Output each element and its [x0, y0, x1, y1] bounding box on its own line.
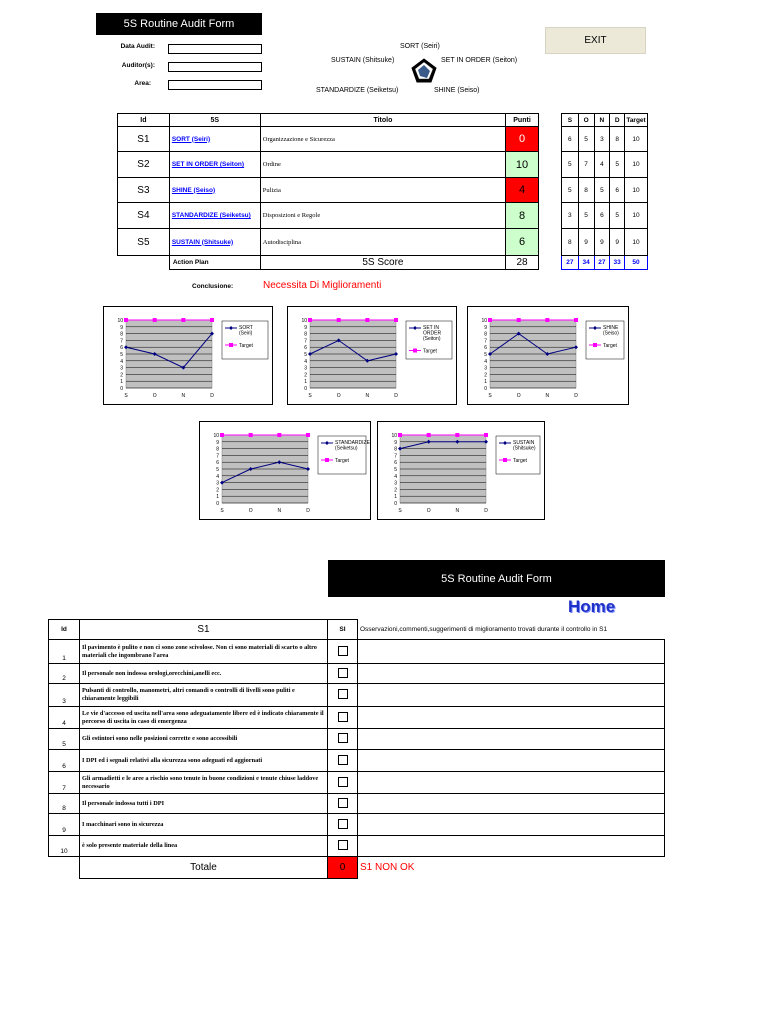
y-tick-label: 1 — [216, 494, 219, 501]
x-tick-label: S — [124, 393, 128, 399]
checklist-row — [49, 836, 665, 857]
legend-marker — [413, 349, 417, 353]
x-tick-label: N — [181, 393, 186, 399]
checklist-si-cell — [328, 640, 358, 664]
trend-cell: 3 — [562, 203, 579, 229]
data-point — [394, 318, 398, 322]
checklist-id: 10 — [49, 836, 80, 857]
trend-cell: 6 — [594, 203, 610, 229]
y-tick-label: 5 — [216, 467, 219, 473]
x-tick-label: D — [306, 508, 310, 514]
checklist-checkbox[interactable] — [338, 798, 348, 808]
checklist-header-id: Id — [49, 620, 80, 640]
legend-label: Target — [335, 458, 349, 464]
x-tick-label: N — [545, 393, 550, 399]
data-point — [220, 433, 224, 437]
checklist-checkbox[interactable] — [338, 819, 348, 829]
chart-standardize — [199, 421, 371, 520]
trend-row — [562, 152, 648, 178]
y-tick-label: 6 — [484, 345, 487, 352]
pentagon-shine-label: SHINE (Seiso) — [434, 87, 480, 94]
data-point — [398, 433, 402, 437]
y-tick-label: 2 — [216, 487, 219, 494]
checklist-question: I macchinari sono in sicurezza — [80, 814, 328, 836]
y-tick-label: 4 — [484, 358, 487, 365]
x-tick-label: O — [248, 508, 253, 514]
checklist-si-cell — [328, 664, 358, 684]
checklist-question: Le vie d'accesso ed uscita nell'area sono adeguatamente libere ed è indicato chiaramente il percorso di uscita in caso di emergenza — [80, 707, 328, 729]
y-tick-label: 9 — [394, 439, 397, 446]
y-tick-label: 6 — [120, 345, 123, 352]
row-id: S5 — [118, 229, 170, 256]
legend-label: Target — [513, 458, 527, 464]
checklist-row — [49, 684, 665, 707]
checklist-observation-field[interactable] — [358, 664, 665, 684]
checklist-observation-field[interactable] — [358, 794, 665, 814]
score-label: 5S Score — [260, 256, 505, 270]
checklist-observation-field[interactable] — [358, 684, 665, 707]
link-sort[interactable]: SORT (Seiri) — [169, 127, 260, 152]
table-row — [118, 152, 539, 178]
data-point — [210, 318, 214, 322]
legend-marker — [229, 343, 233, 347]
section2-title: 5S Routine Audit Form — [328, 560, 665, 597]
checklist-row — [49, 664, 665, 684]
checklist-header-s1: S1 — [80, 620, 328, 640]
area-field[interactable] — [168, 80, 262, 90]
y-tick-label: 8 — [120, 331, 123, 338]
row-points: 6 — [506, 229, 539, 256]
checklist-id: 4 — [49, 707, 80, 729]
y-tick-label: 0 — [304, 386, 307, 392]
data-point — [306, 433, 310, 437]
link-shine[interactable]: SHINE (Seiso) — [169, 178, 260, 203]
checklist-id: 7 — [49, 772, 80, 794]
header-5s: 5S — [169, 114, 260, 127]
trend-header: O — [578, 114, 594, 127]
trend-total: 33 — [610, 256, 625, 270]
chart-sort — [103, 306, 273, 405]
trend-totals-row — [562, 256, 648, 270]
checklist-question: Il pavimento è pulito e non ci sono zone scivolose. Non ci sono materiali di scarto o altro materiali che ingombrano l'area — [80, 640, 328, 664]
trend-cell: 8 — [562, 229, 579, 256]
checklist-question: Il personale non indossa orologi,orecchini,anelli ecc. — [80, 664, 328, 684]
pentagon-standardize-label: STANDARDIZE (Seiketsu) — [316, 87, 399, 94]
y-tick-label: 3 — [394, 480, 397, 487]
y-tick-label: 9 — [484, 324, 487, 331]
conclusion-label: Conclusione: — [192, 283, 234, 290]
trend-cell: 10 — [625, 152, 648, 178]
chart-set-in-order — [287, 306, 457, 405]
row-title: Pulizia — [260, 178, 505, 203]
data-point — [574, 318, 578, 322]
checklist-question: Il personale indossa tutti i DPI — [80, 794, 328, 814]
trend-cell: 5 — [578, 203, 594, 229]
checklist-id: 3 — [49, 684, 80, 707]
y-tick-label: 5 — [304, 352, 307, 358]
trend-row — [562, 178, 648, 203]
data-point — [427, 433, 431, 437]
y-tick-label: 9 — [304, 324, 307, 331]
checklist-si-cell — [328, 814, 358, 836]
checklist-id: 8 — [49, 794, 80, 814]
checklist-id: 2 — [49, 664, 80, 684]
trend-cell: 4 — [594, 152, 610, 178]
data-point — [249, 433, 253, 437]
trend-total: 34 — [578, 256, 594, 270]
checklist-row — [49, 750, 665, 772]
y-tick-label: 7 — [120, 338, 123, 345]
checklist-si-cell — [328, 684, 358, 707]
trend-cell: 9 — [578, 229, 594, 256]
trend-header: S — [562, 114, 579, 127]
checklist-observation-field[interactable] — [358, 836, 665, 857]
data-point — [277, 433, 281, 437]
y-tick-label: 1 — [304, 379, 307, 386]
trend-cell: 10 — [625, 178, 648, 203]
trend-cell: 7 — [578, 152, 594, 178]
x-tick-label: O — [516, 393, 521, 399]
conclusion-value: Necessita Di Miglioramenti — [263, 280, 382, 291]
area-label: Area: — [134, 80, 151, 87]
trend-cell: 8 — [610, 127, 625, 152]
x-tick-label: O — [336, 393, 341, 399]
link-sustain[interactable]: SUSTAIN (Shitsuke) — [169, 229, 260, 256]
y-tick-label: 9 — [120, 324, 123, 331]
x-tick-label: N — [365, 393, 370, 399]
row-id: S4 — [118, 203, 170, 229]
x-tick-label: S — [220, 508, 224, 514]
y-tick-label: 2 — [304, 372, 307, 379]
trend-total: 27 — [594, 256, 610, 270]
header-punti: Punti — [506, 114, 539, 127]
score-value: 28 — [506, 256, 539, 270]
legend-marker — [325, 458, 329, 462]
y-tick-label: 8 — [216, 446, 219, 453]
checklist-question: Pulsanti di controllo, manometri, altri comandi o controlli di livelli sono puliti e chiaramente leggibili — [80, 684, 328, 707]
y-tick-label: 7 — [216, 453, 219, 460]
x-tick-label: O — [426, 508, 431, 514]
data-point — [545, 318, 549, 322]
checklist-checkbox[interactable] — [338, 733, 348, 743]
home-link[interactable]: Home — [568, 597, 616, 616]
y-tick-label: 6 — [304, 345, 307, 352]
row-points: 8 — [506, 203, 539, 229]
checklist-observation-field[interactable] — [358, 750, 665, 772]
legend-label: STANDARDIZE (Seiketsu) — [335, 440, 370, 452]
data-point — [455, 433, 459, 437]
y-tick-label: 10 — [391, 433, 397, 439]
y-tick-label: 10 — [481, 318, 487, 324]
trend-cell: 9 — [610, 229, 625, 256]
y-tick-label: 8 — [304, 331, 307, 338]
pentagon-radar-icon — [411, 58, 437, 84]
trend-cell: 5 — [610, 152, 625, 178]
x-tick-label: S — [308, 393, 312, 399]
row-points: 10 — [506, 152, 539, 178]
trend-row — [562, 203, 648, 229]
exit-button[interactable]: EXIT — [545, 27, 646, 54]
table-row — [118, 229, 539, 256]
x-tick-label: S — [488, 393, 492, 399]
form-title: 5S Routine Audit Form — [96, 13, 262, 35]
y-tick-label: 8 — [484, 331, 487, 338]
action-plan-label: Action Plan — [169, 256, 260, 270]
table-row — [118, 178, 539, 203]
trend-cell: 10 — [625, 127, 648, 152]
pentagon-set-in-order-label: SET IN ORDER (Seiton) — [441, 57, 518, 64]
trend-header: D — [610, 114, 625, 127]
y-tick-label: 10 — [117, 318, 123, 324]
pentagon-sort-label: SORT (Seiri) — [400, 43, 440, 50]
row-id: S2 — [118, 152, 170, 178]
checklist-checkbox[interactable] — [338, 755, 348, 765]
link-standardize[interactable]: STANDARDIZE (Seiketsu) — [169, 203, 260, 229]
trend-header: Target — [625, 114, 648, 127]
data-point — [484, 433, 488, 437]
row-id: S1 — [118, 127, 170, 152]
trend-cell: 6 — [610, 178, 625, 203]
y-tick-label: 6 — [394, 460, 397, 467]
data-point — [153, 318, 157, 322]
checklist-observation-field[interactable] — [358, 729, 665, 750]
checklist-checkbox[interactable] — [338, 712, 348, 722]
trend-header: N — [594, 114, 610, 127]
row-points: 0 — [506, 127, 539, 152]
y-tick-label: 0 — [120, 386, 123, 392]
y-tick-label: 5 — [394, 467, 397, 473]
y-tick-label: 2 — [120, 372, 123, 379]
y-tick-label: 7 — [484, 338, 487, 345]
header-id: Id — [118, 114, 170, 127]
total-label: Totale — [80, 857, 328, 879]
legend-label: Target — [239, 343, 253, 349]
legend-marker — [503, 458, 507, 462]
y-tick-label: 2 — [394, 487, 397, 494]
x-tick-label: S — [398, 508, 402, 514]
legend-label: SUSTAIN (Shitsuke) — [513, 440, 536, 452]
table-row — [118, 203, 539, 229]
x-tick-label: D — [394, 393, 398, 399]
trend-cell: 5 — [562, 178, 579, 203]
y-tick-label: 4 — [120, 358, 123, 365]
checklist-id: 9 — [49, 814, 80, 836]
y-tick-label: 3 — [216, 480, 219, 487]
checklist-header-si: SI — [328, 620, 358, 640]
checklist-row — [49, 729, 665, 750]
checklist-si-cell — [328, 794, 358, 814]
link-set-in-order[interactable]: SET IN ORDER (Seiton) — [169, 152, 260, 178]
trend-total: 50 — [625, 256, 648, 270]
trend-total: 27 — [562, 256, 579, 270]
checklist-si-cell — [328, 836, 358, 857]
trend-cell: 3 — [594, 127, 610, 152]
row-id: S3 — [118, 178, 170, 203]
trend-cell: 5 — [610, 203, 625, 229]
checklist-observation-field[interactable] — [358, 707, 665, 729]
data-point — [517, 318, 521, 322]
audit-date-field[interactable] — [168, 44, 262, 54]
y-tick-label: 4 — [394, 473, 397, 480]
y-tick-label: 1 — [484, 379, 487, 386]
x-tick-label: O — [152, 393, 157, 399]
row-title: Organizzazione e Sicurezza — [260, 127, 505, 152]
trend-cell: 9 — [594, 229, 610, 256]
y-tick-label: 0 — [484, 386, 487, 392]
checklist-observation-field[interactable] — [358, 640, 665, 664]
row-title: Ordine — [260, 152, 505, 178]
five-s-table — [117, 113, 539, 270]
trend-cell: 10 — [625, 229, 648, 256]
data-point — [124, 318, 128, 322]
pentagon-sustain-label: SUSTAIN (Shitsuke) — [331, 57, 395, 64]
y-tick-label: 3 — [304, 365, 307, 372]
checklist-si-cell — [328, 707, 358, 729]
trend-cell: 10 — [625, 203, 648, 229]
y-tick-label: 5 — [484, 352, 487, 358]
x-tick-label: D — [484, 508, 488, 514]
y-tick-label: 0 — [394, 501, 397, 507]
y-tick-label: 3 — [484, 365, 487, 372]
y-tick-label: 7 — [394, 453, 397, 460]
checklist-checkbox[interactable] — [338, 840, 348, 850]
checklist-question: è solo presente materiale della linea — [80, 836, 328, 857]
y-tick-label: 7 — [304, 338, 307, 345]
legend-label: SHINE (Seiso) — [603, 325, 619, 337]
y-tick-label: 4 — [304, 358, 307, 365]
row-title: Autodisciplina — [260, 229, 505, 256]
checklist-question: Gli armadietti e le aree a rischio sono tenute in buone condizioni e tenute chiuse laddove necessario — [80, 772, 328, 794]
checklist-checkbox[interactable] — [338, 668, 348, 678]
y-tick-label: 8 — [394, 446, 397, 453]
checklist-row — [49, 794, 665, 814]
header-titolo: Titolo — [260, 114, 505, 127]
data-point — [488, 318, 492, 322]
y-tick-label: 4 — [216, 473, 219, 480]
trend-cell: 5 — [562, 152, 579, 178]
y-tick-label: 6 — [216, 460, 219, 467]
checklist-row — [49, 814, 665, 836]
checklist-id: 1 — [49, 640, 80, 664]
checklist-row — [49, 640, 665, 664]
y-tick-label: 10 — [213, 433, 219, 439]
checklist-question: I DPI ed i segnali relativi alla sicurezza sono adeguati ed aggiornati — [80, 750, 328, 772]
x-tick-label: N — [277, 508, 282, 514]
y-tick-label: 9 — [216, 439, 219, 446]
chart-sustain — [377, 421, 545, 520]
row-title: Disposizioni e Regole — [260, 203, 505, 229]
checklist-header-observations: Osservazioni,commenti,suggerimenti di miglioramento trovati durante il controllo in S1 — [358, 620, 665, 640]
data-point — [337, 318, 341, 322]
x-tick-label: D — [574, 393, 578, 399]
trend-row — [562, 229, 648, 256]
y-tick-label: 2 — [484, 372, 487, 379]
trend-table — [561, 113, 648, 270]
x-tick-label: N — [455, 508, 460, 514]
row-points: 4 — [506, 178, 539, 203]
total-status: S1 NON OK — [360, 862, 415, 874]
y-tick-label: 3 — [120, 365, 123, 372]
y-tick-label: 1 — [120, 379, 123, 386]
legend-marker — [593, 343, 597, 347]
legend-label: SORT (Seiri) — [239, 325, 253, 337]
y-tick-label: 0 — [216, 501, 219, 507]
trend-cell: 6 — [562, 127, 579, 152]
checklist-row — [49, 772, 665, 794]
y-tick-label: 1 — [394, 494, 397, 501]
x-tick-label: D — [210, 393, 214, 399]
checklist-checkbox[interactable] — [338, 777, 348, 787]
trend-cell: 5 — [578, 127, 594, 152]
legend-label: SET IN ORDER (Seiton) — [423, 325, 442, 342]
trend-row — [562, 127, 648, 152]
audit-date-label: Data Audit: — [120, 43, 155, 50]
data-point — [308, 318, 312, 322]
checklist-checkbox[interactable] — [338, 646, 348, 656]
data-point — [181, 318, 185, 322]
data-point — [365, 318, 369, 322]
checklist-observation-field[interactable] — [358, 772, 665, 794]
y-tick-label: 10 — [301, 318, 307, 324]
s1-checklist-table — [48, 619, 665, 879]
checklist-si-cell — [328, 750, 358, 772]
chart-shine — [467, 306, 629, 405]
checklist-row — [49, 707, 665, 729]
legend-label: Target — [423, 348, 437, 355]
checklist-id: 6 — [49, 750, 80, 772]
trend-cell: 8 — [578, 178, 594, 203]
checklist-si-cell — [328, 772, 358, 794]
checklist-si-cell — [328, 729, 358, 750]
checklist-id: 5 — [49, 729, 80, 750]
checklist-question: Gli estintori sono nelle posizioni corrette e sono accessibili — [80, 729, 328, 750]
checklist-observation-field[interactable] — [358, 814, 665, 836]
checklist-checkbox[interactable] — [338, 689, 348, 699]
trend-cell: 5 — [594, 178, 610, 203]
total-value: 0 — [328, 857, 358, 879]
table-row — [118, 127, 539, 152]
legend-label: Target — [603, 343, 617, 349]
auditors-label: Auditor(s): — [121, 62, 155, 69]
auditors-field[interactable] — [168, 62, 262, 72]
y-tick-label: 5 — [120, 352, 123, 358]
